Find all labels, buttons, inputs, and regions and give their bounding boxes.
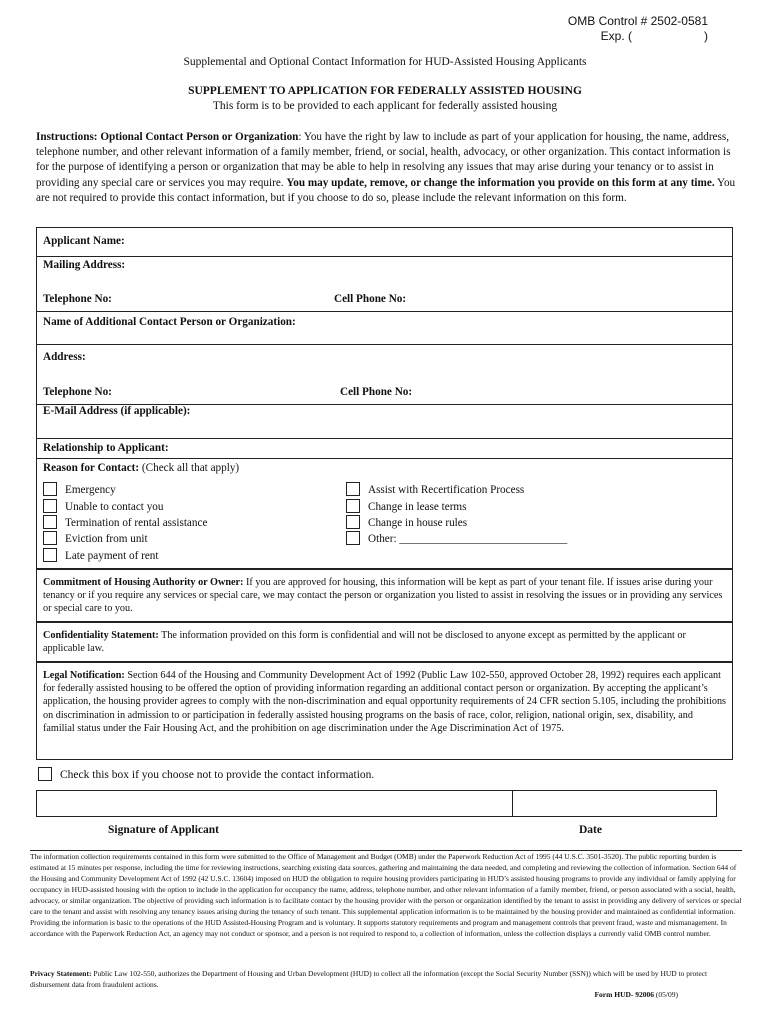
legal-lead: Legal Notification: xyxy=(43,670,125,681)
divider xyxy=(37,311,732,312)
checkbox-label: Change in house rules xyxy=(368,517,468,529)
checkbox-label: Other: ______________________________ xyxy=(368,533,568,545)
checkbox-label: Change in lease terms xyxy=(368,501,467,513)
exp-suffix: ) xyxy=(704,29,708,43)
signature-field[interactable] xyxy=(37,791,512,816)
instructions-lead: Instructions: Optional Contact Person or Organization xyxy=(36,131,299,143)
expiration-line xyxy=(568,29,708,44)
date-label: Date xyxy=(579,824,602,836)
optout-checkbox[interactable] xyxy=(38,767,52,781)
commitment-lead: Commitment of Housing Authority or Owner: xyxy=(43,577,244,588)
form-number xyxy=(594,990,678,999)
legal-text xyxy=(43,669,727,735)
signature-label: Signature of Applicant xyxy=(108,824,219,836)
contact-info-box xyxy=(36,227,733,569)
checkbox[interactable] xyxy=(43,515,57,529)
commitment-text xyxy=(43,576,727,616)
checkbox[interactable] xyxy=(346,531,360,545)
form-purpose: This form is to be provided to each applicant for federally assisted housing xyxy=(212,100,558,112)
omb-block xyxy=(568,14,708,44)
reason-for-contact xyxy=(43,462,239,474)
privacy-statement xyxy=(30,968,742,990)
contact-name-label[interactable]: Name of Additional Contact Person or Organization: xyxy=(43,316,296,328)
privacy-body: Public Law 102-550, authorizes the Department of Housing and Urban Development (HUD) to collect all the information (except the Social Security Number (SSN)) which will be used by HUD to protect disbursement data from fraudulent actions. xyxy=(30,969,708,989)
form-number-date: (05/09) xyxy=(654,990,678,999)
contact-telephone-label[interactable]: Telephone No: xyxy=(43,386,112,398)
checkbox-label: Late payment of rent xyxy=(65,550,159,562)
divider xyxy=(37,344,732,345)
form-title: SUPPLEMENT TO APPLICATION FOR FEDERALLY ASSISTED HOUSING xyxy=(188,85,582,97)
checkbox-label: Assist with Recertification Process xyxy=(368,484,525,496)
confidentiality-body: The information provided on this form is confidential and will not be disclosed to anyone except as permitted by the applicant or applicable law. xyxy=(43,630,686,655)
divider xyxy=(37,458,732,459)
checkbox[interactable] xyxy=(346,499,360,513)
applicant-name-label[interactable]: Applicant Name: xyxy=(43,235,125,247)
checkbox[interactable] xyxy=(43,548,57,562)
checkbox[interactable] xyxy=(43,499,57,513)
instructions-body-1: : You have the right by law to include as part of your application for housing, the name, address, telephone number, and other relevant information of a family member, friend, or social, health, advocacy, or other organization. This contact information is for the purpose of identifying a person or organization that may be able to help in resolving any issues that may arise during your tenancy or to assist in providing any special care or services you may require. xyxy=(36,131,731,189)
exp-prefix: Exp. ( xyxy=(600,29,632,43)
instructions-body-2: You are not required to provide this contact information, but if you choose to do so, please include the relevant information on this form. xyxy=(36,176,736,204)
checkbox-label: Termination of rental assistance xyxy=(65,517,208,529)
checkbox[interactable] xyxy=(43,531,57,545)
confidentiality-lead: Confidentiality Statement: xyxy=(43,630,159,641)
contact-address-label[interactable]: Address: xyxy=(43,351,86,363)
checkbox-label: Emergency xyxy=(65,484,116,496)
reason-hint: (Check all that apply) xyxy=(139,462,240,474)
checkbox-label: Eviction from unit xyxy=(65,533,148,545)
form-subtitle: Supplemental and Optional Contact Information for HUD-Assisted Housing Applicants xyxy=(183,56,587,68)
applicant-cell-label[interactable]: Cell Phone No: xyxy=(334,293,407,305)
relationship-label[interactable]: Relationship to Applicant: xyxy=(43,442,169,454)
legal-box xyxy=(36,662,733,760)
mailing-address-label[interactable]: Mailing Address: xyxy=(43,259,126,271)
paperwork-notice: The information collection requirements contained in this form were submitted to the Office of Management and Budget (OMB) under the Paperwork Reduction Act of 1995 (44 U.S.C. 3501-3520). The public reporting burden is estimated at 15 minutes per response, including the time for reviewing instructions, searching existing data sources, gathering and maintaining the data needed, and completing and reviewing the collection of information. Section 644 of the Housing and Community Development Act of 1992 (42 U.S.C. 13604) imposed on HUD the obligation to require housing providers participating in HUD’s assisted housing programs to provide any individual or family applying for occupancy in HUD-assisted housing with the option to include in the application for occupancy the name, address, telephone number, and other relevant information of a family member, friend, or person associated with a social, health, advocacy, or similar organization. The objective of providing such information is to facilitate contact by the housing provider with the person or organization identified by the tenant to assist in providing any delivery of services or special care to the tenant and assist with resolving any tenancy issues arising during the tenancy of such tenant. This supplemental application information is to be maintained by the housing provider and maintained as confidential information. Providing the information is basic to the operations of the HUD Assisted-Housing Program and is voluntary. It supports statutory requirements and program and management controls that prevent fraud, waste and mismanagement. In accordance with the Paperwork Reduction Act, an agency may not conduct or sponsor, and a person is not required to respond to, a collection of information, unless the collection displays a currently valid OMB control number. xyxy=(30,852,742,938)
confidentiality-box xyxy=(36,622,733,662)
checkbox-label: Unable to contact you xyxy=(65,501,164,513)
reason-label: Reason for Contact: xyxy=(43,462,140,474)
email-label[interactable]: E-Mail Address (if applicable): xyxy=(43,405,191,417)
commitment-box xyxy=(36,569,733,622)
divider xyxy=(37,438,732,439)
applicant-telephone-label[interactable]: Telephone No: xyxy=(43,293,112,305)
instructions-emphasis: You may update, remove, or change the information you provide on this form at any time. xyxy=(286,176,715,189)
checkbox[interactable] xyxy=(346,482,360,496)
confidentiality-text xyxy=(43,629,727,655)
signature-box xyxy=(36,790,717,817)
checkbox[interactable] xyxy=(346,515,360,529)
date-field[interactable] xyxy=(513,791,716,816)
optout-label: Check this box if you choose not to provide the contact information. xyxy=(60,769,375,781)
instructions xyxy=(36,130,736,206)
form-number-lead: Form HUD- 92006 xyxy=(594,990,655,999)
contact-cell-label[interactable]: Cell Phone No: xyxy=(340,386,413,398)
omb-control-number: OMB Control # 2502-0581 xyxy=(567,14,708,28)
commitment-body: If you are approved for housing, this information will be kept as part of your tenant file. If issues arise during your tenancy or if you require any services or special care, we may contact the person or organization you listed to assist in resolving the issues or in providing any services or special care to you. xyxy=(43,577,723,615)
privacy-lead: Privacy Statement: xyxy=(30,969,92,978)
checkbox[interactable] xyxy=(43,482,57,496)
legal-body: Section 644 of the Housing and Community Development Act of 1992 (Public Law 102-550, approved October 28, 1992) requires each applicant for federally assisted housing to be offered the option of providing information regarding an additional contact person or organization. By accepting the applicant’s application, the housing provider agrees to comply with the non-discrimination and equal opportunity requirements of 24 CFR section 5.105, including the prohibitions on discrimination in admission to or participation in federally assisted housing programs on the basis of race, color, religion, national origin, sex, disability, and familial status under the Fair Housing Act, and the prohibition on age discrimination under the Age Discrimination Act of 1975. xyxy=(43,670,727,734)
divider xyxy=(37,256,732,257)
